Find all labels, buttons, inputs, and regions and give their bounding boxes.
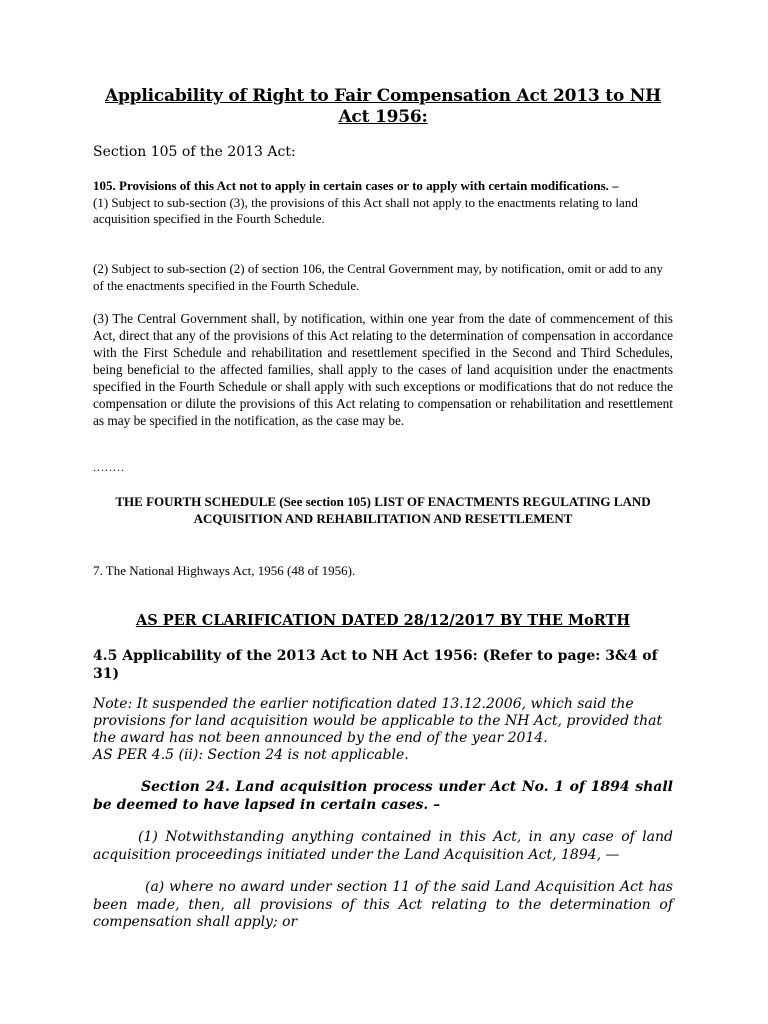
para-4-5-heading: 4.5 Applicability of the 2013 Act to NH Act 1956: (Refer to page: 3&4 of 31) xyxy=(93,648,658,682)
provision-105 xyxy=(93,178,673,228)
provision-105-sub2: (2) Subject to sub-section (2) of section 106, the Central Government may, by notification, omit or add to any of the enactments specified in the Fourth Schedule. xyxy=(93,261,663,293)
provision-105-sub1: (1) Subject to sub-section (3), the provisions of this Act shall not apply to the enactments relating to land acquisition specified in the Fourth Schedule. xyxy=(93,194,638,226)
note-as-per: AS PER 4.5 (ii): Section 24 is not applicable. xyxy=(93,747,409,763)
section-24-sub1: (1) Notwithstanding anything contained in this Act, in any case of land acquisition proceedings initiated under the Land Acquisition Act, 1894, — xyxy=(93,829,673,863)
section-24-clause-a: (a) where no award under section 11 of the said Land Acquisition Act has been made, then, all provisions of this Act relating to the determination of compensation shall apply; or xyxy=(93,879,673,930)
note-text: Note: It suspended the earlier notification dated 13.12.2006, which said the provisions for land acquisition would be applicable to the NH Act, provided that the award has not been announced by the end of the year 2014. xyxy=(93,696,663,746)
document-title: Applicability of Right to Fair Compensation Act 2013 to NH Act 1956: xyxy=(104,86,662,127)
note-block xyxy=(93,696,673,764)
provision-105-heading: 105. Provisions of this Act not to apply in certain cases or to apply with certain modifications. – xyxy=(93,178,619,193)
section-105-heading: Section 105 of the 2013 Act: xyxy=(93,144,296,160)
fourth-schedule-heading: THE FOURTH SCHEDULE (See section 105) LIST OF ENACTMENTS REGULATING LAND ACQUISITION AND REHABILITATION AND RESETTLEMENT xyxy=(115,494,651,526)
ellipsis: ........ xyxy=(93,460,125,474)
provision-105-sub3: (3) The Central Government shall, by notification, within one year from the date of commencement of this Act, direct that any of the provisions of this Act relating to the determination of compensation in accordance with the First Schedule and rehabilitation and resettlement specified in the Second and Third Schedules, being beneficial to the affected families, shall apply to the cases of land acquisition under the enactments specified in the Fourth Schedule or shall apply with such exceptions or modifications that do not reduce the compensation or dilute the provisions of this Act relating to compensation or rehabilitation and resettlement as may be specified in the notification, as the case may be. xyxy=(93,311,673,428)
schedule-item: 7. The National Highways Act, 1956 (48 of 1956). xyxy=(93,563,356,578)
clarification-heading: AS PER CLARIFICATION DATED 28/12/2017 BY THE MoRTH xyxy=(135,612,631,629)
section-24-heading: Section 24. Land acquisition process under Act No. 1 of 1894 shall be deemed to have lapsed in certain cases. – xyxy=(93,779,673,813)
